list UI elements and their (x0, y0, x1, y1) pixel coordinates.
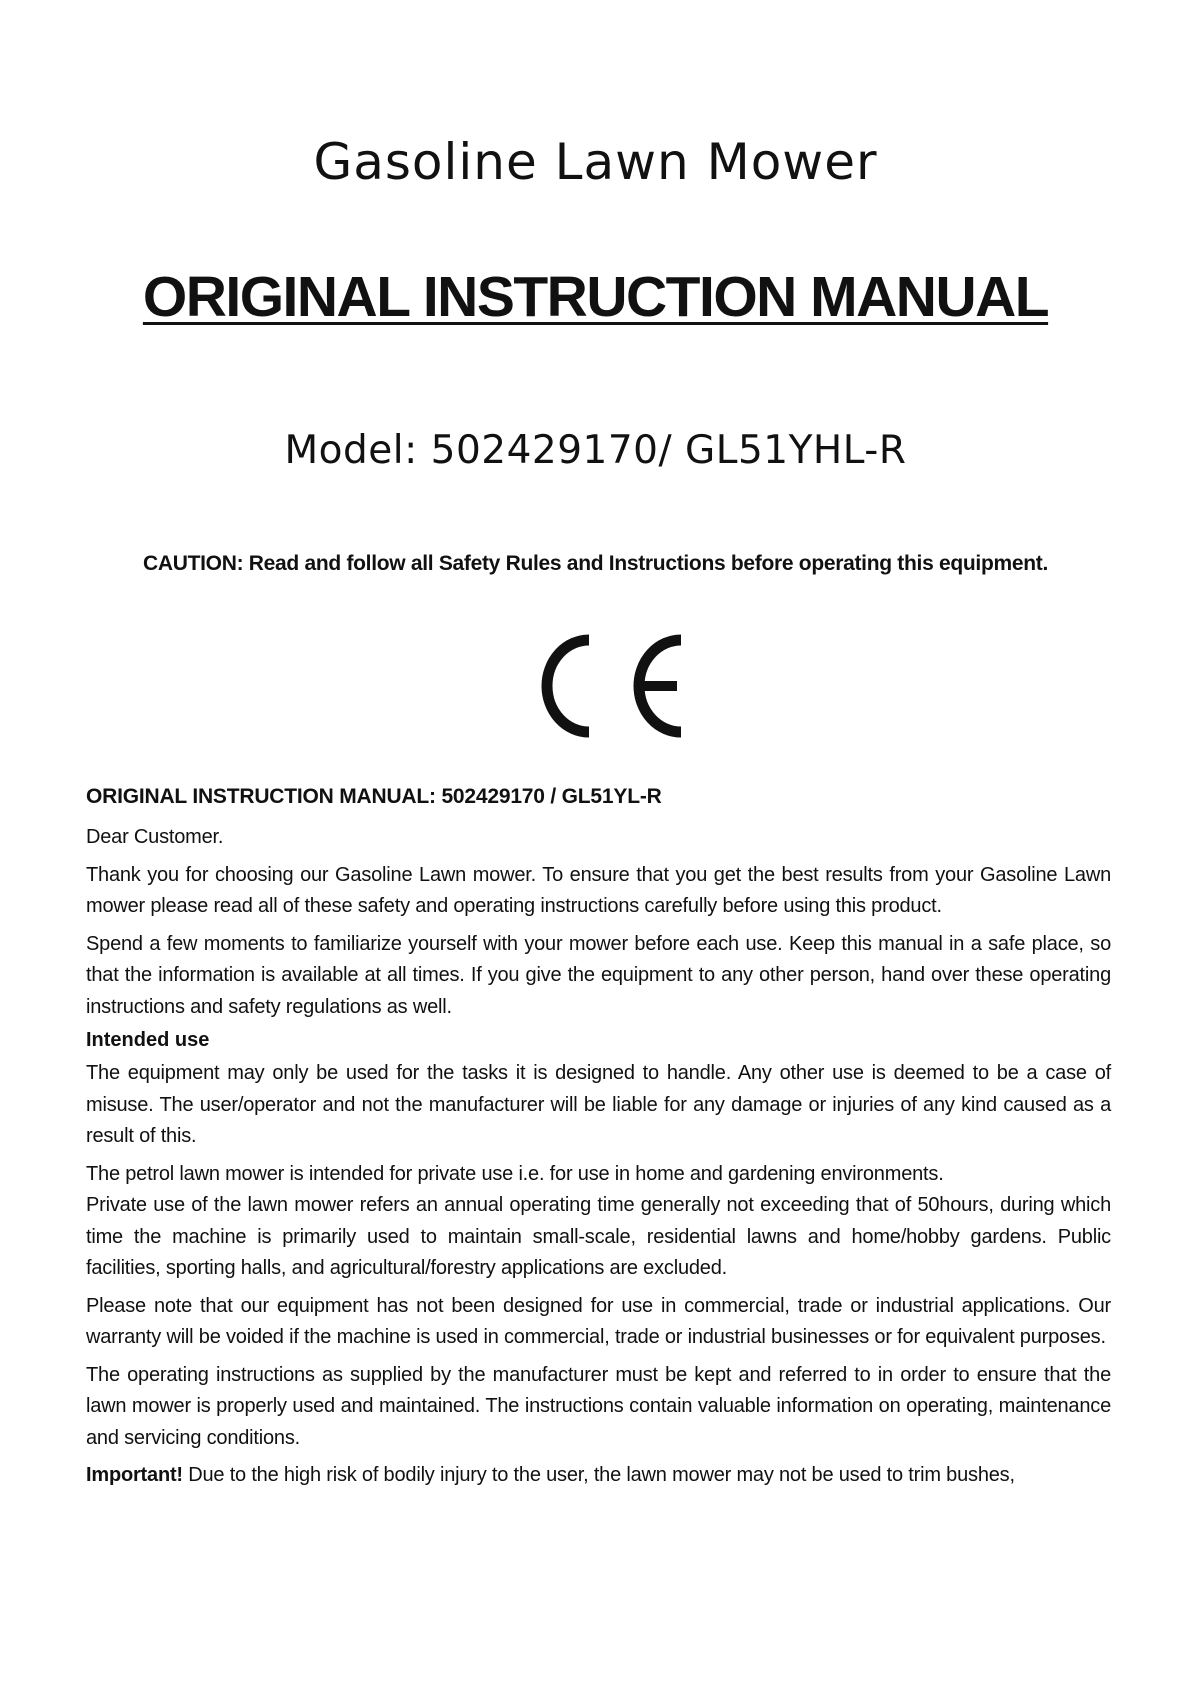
greeting: Dear Customer. (86, 826, 224, 848)
important-text: Due to the high risk of bodily injury to the user, the lawn mower may not be used to trim bushes, (182, 1464, 1015, 1486)
ce-mark-icon (537, 630, 691, 742)
operating-time-paragraph: Private use of the lawn mower refers an annual operating time generally not exceeding that of 50hours, during which time the machine is primarily used to maintain small-scale, residential lawns and home/hobby gardens. Public facilities, sporting halls, and agricultural/forestry applications are excluded. (86, 1194, 1111, 1279)
private-use-paragraph: The petrol lawn mower is intended for private use i.e. for use in home and gardening environments. (86, 1162, 944, 1185)
important-label: Important! (86, 1464, 183, 1486)
familiarize-paragraph: Spend a few moments to familiarize yourself with your mower before each use. Keep this manual in a safe place, so that the information is available at all times. If you give the equipment to any other person, hand over these operating instructions and safety regulations as well. (86, 932, 1111, 1018)
model-number: Model: 502429170/ GL51YHL-R (284, 428, 907, 473)
document-subtitle: ORIGINAL INSTRUCTION MANUAL (142, 265, 1049, 329)
caution-notice: CAUTION: Read and follow all Safety Rules and Instructions before operating this equipment. (143, 552, 1048, 575)
important-paragraph (86, 1460, 1111, 1492)
commercial-use-paragraph: Please note that our equipment has not been designed for use in commercial, trade or industrial applications. Our warranty will be voided if the machine is used in commercial, trade or industrial businesses or for equivalent purposes. (86, 1294, 1111, 1348)
document-title: Gasoline Lawn Mower (313, 133, 878, 191)
section-heading: ORIGINAL INSTRUCTION MANUAL: 502429170 / GL51YL-R (86, 785, 662, 808)
intro-paragraph: Thank you for choosing our Gasoline Lawn mower. To ensure that you get the best results from your Gasoline Lawn mower please read all of these safety and operating instructions carefully before using this product. (86, 863, 1111, 917)
misuse-paragraph: The equipment may only be used for the tasks it is designed to handle. Any other use is deemed to be a case of misuse. The user/operator and not the manufacturer will be liable for any damage or injuries of any kind caused as a result of this. (86, 1062, 1111, 1147)
intended-use-heading: Intended use (86, 1029, 210, 1051)
instructions-paragraph: The operating instructions as supplied by the manufacturer must be kept and referred to in order to ensure that the lawn mower is properly used and maintained. The instructions contain valuable information on operating, maintenance and servicing conditions. (86, 1363, 1111, 1449)
manual-body (86, 785, 1111, 1498)
